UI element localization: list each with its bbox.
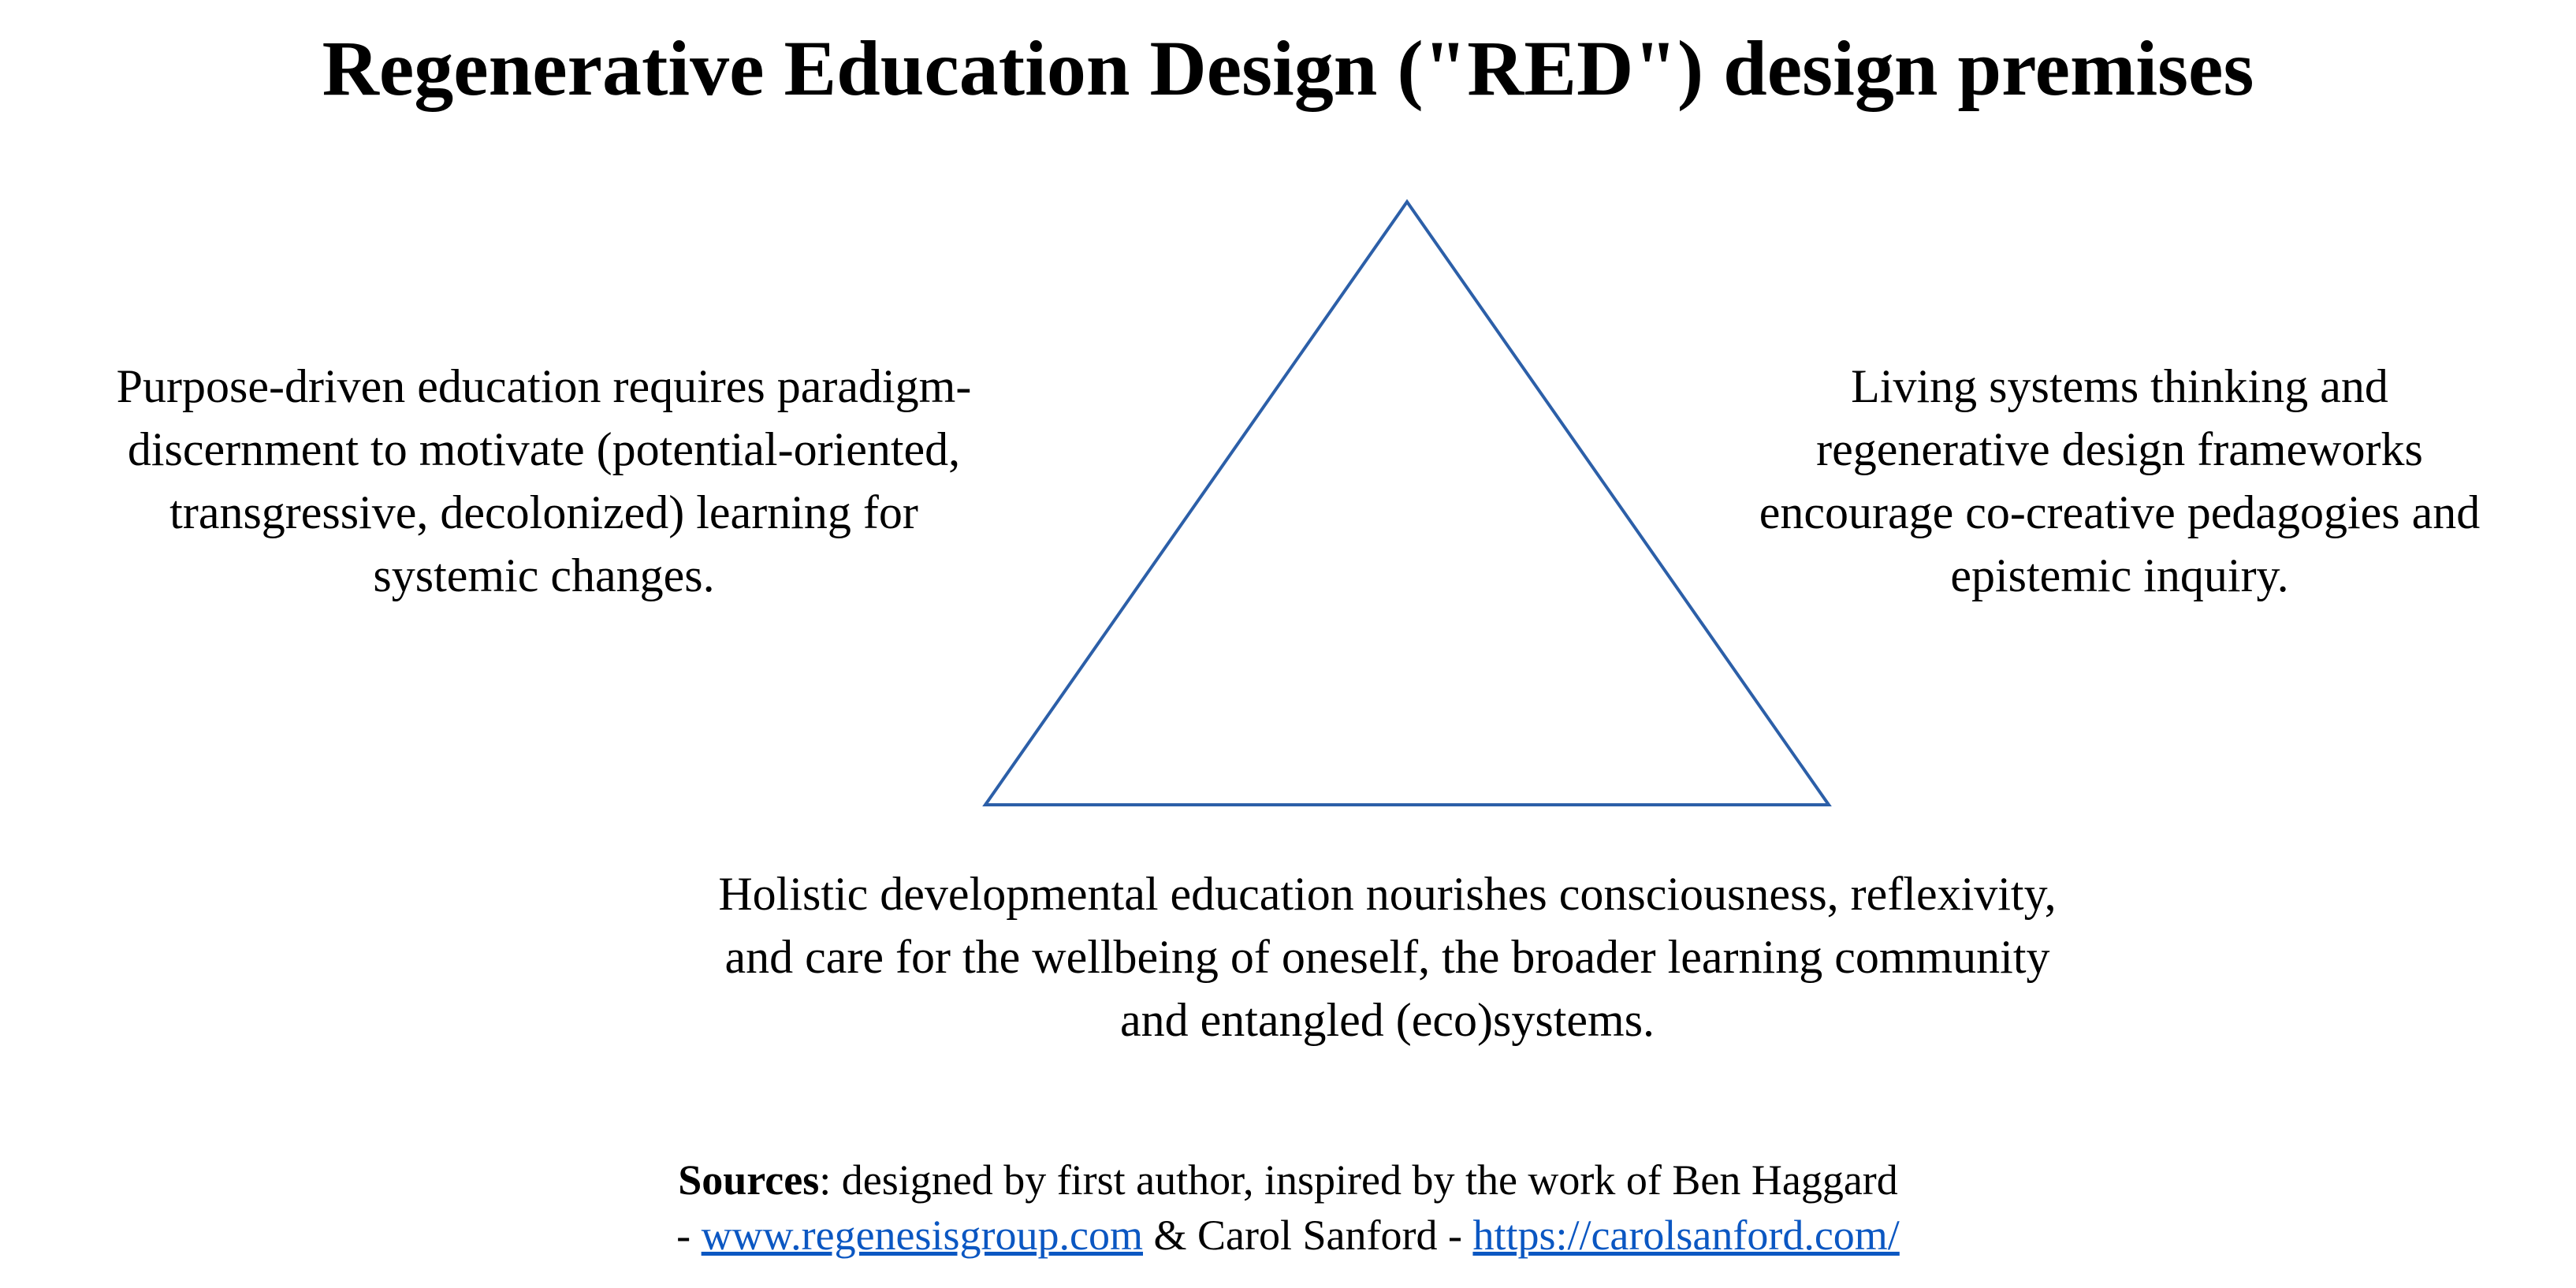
- premise-right-line: epistemic inquiry.: [1950, 549, 2289, 601]
- premise-right-line: Living systems thinking and: [1851, 360, 2388, 412]
- sources-credit-text: : designed by first author, inspired by the work of Ben Haggard: [819, 1156, 1898, 1204]
- carolsanford-link[interactable]: https://carolsanford.com/: [1472, 1212, 1900, 1259]
- premise-left-line: discernment to motivate (potential-oriented,: [127, 423, 961, 475]
- premise-right-line: regenerative design frameworks: [1816, 423, 2423, 475]
- sources-note: [0, 1152, 2576, 1263]
- diagram-title: Regenerative Education Design ("RED") design premises: [322, 24, 2254, 112]
- sources-line-1: [0, 1152, 2576, 1208]
- premise-right-line: encourage co-creative pedagogies and: [1759, 486, 2481, 538]
- premise-left-line: systemic changes.: [373, 549, 715, 601]
- sources-middle-text: & Carol Sanford -: [1143, 1212, 1473, 1259]
- premise-left: [0, 355, 1088, 607]
- premise-bottom: [473, 862, 2302, 1052]
- premise-left-line: Purpose-driven education requires paradigm-: [116, 360, 972, 412]
- premise-left-line: transgressive, decolonized) learning for: [169, 486, 918, 538]
- premise-bottom-line: and care for the wellbeing of oneself, the broader learning community: [724, 931, 2050, 983]
- sources-dash: -: [676, 1212, 702, 1259]
- sources-line-2: [0, 1208, 2576, 1263]
- premise-bottom-line: and entangled (eco)systems.: [1119, 994, 1655, 1046]
- premise-right: [1663, 355, 2576, 607]
- regenesis-link[interactable]: www.regenesisgroup.com: [701, 1212, 1144, 1259]
- sources-label: Sources: [678, 1156, 820, 1204]
- premise-bottom-line: Holistic developmental education nourishes consciousness, reflexivity,: [718, 868, 2057, 920]
